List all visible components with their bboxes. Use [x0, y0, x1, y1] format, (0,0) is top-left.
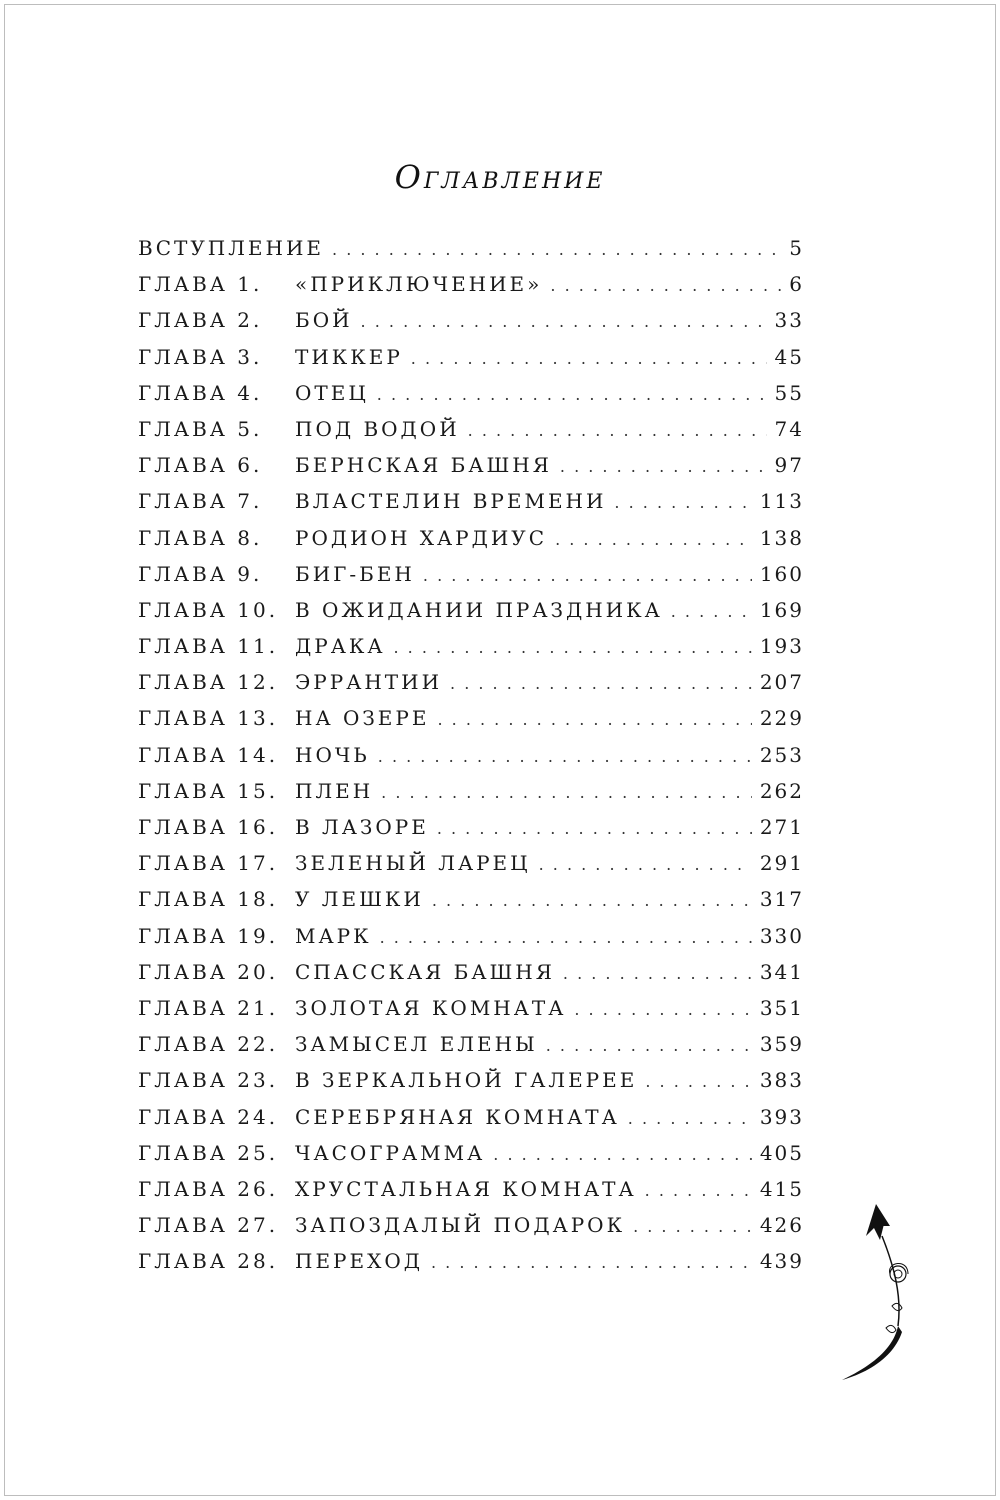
- toc-chapter-number: ГЛАВА 22.: [138, 1032, 279, 1057]
- toc-chapter-title: БЕРНСКАЯ БАШНЯ: [295, 453, 552, 478]
- toc-chapter-title: ПЕРЕХОД: [295, 1249, 423, 1274]
- toc-row-chapter[interactable]: [138, 628, 804, 664]
- toc-page-number: 291: [759, 851, 804, 876]
- toc-chapter-number: ГЛАВА 26.: [138, 1176, 279, 1201]
- toc-chapter-number: ГЛАВА 12.: [138, 670, 279, 695]
- toc-chapter-number: ГЛАВА 7.: [138, 489, 263, 514]
- toc-chapter-title: В ЛАЗОРЕ: [295, 815, 429, 839]
- toc-page-number: 253: [759, 742, 804, 767]
- toc-row-chapter[interactable]: [138, 1062, 804, 1098]
- toc-page-number: 33: [774, 308, 804, 333]
- toc-chapter-number: ГЛАВА 11.: [138, 634, 279, 659]
- toc-page-number: 439: [759, 1249, 804, 1274]
- toc-chapter-number: ГЛАВА 13.: [138, 706, 279, 731]
- toc-chapter-title: СПАССКАЯ БАШНЯ: [295, 959, 555, 984]
- chapter-list: [138, 266, 804, 1279]
- toc-page-number: 74: [774, 416, 804, 441]
- toc-chapter-title: ЗОЛОТАЯ КОМНАТА: [295, 995, 567, 1020]
- toc-page-number: 426: [759, 1213, 804, 1238]
- toc-page-number: 193: [759, 634, 804, 659]
- toc-chapter-title: НОЧЬ: [295, 742, 370, 767]
- toc-chapter-number: ГЛАВА 3.: [138, 344, 263, 369]
- toc-chapter-title: ПЛЕН: [295, 778, 374, 803]
- toc-leader-dots: [555, 522, 752, 558]
- toc-chapter-title: БОЙ: [295, 308, 353, 333]
- clock-hand-ornament-icon: [836, 1196, 926, 1386]
- toc-row-chapter[interactable]: [138, 773, 804, 809]
- toc-leader-dots: [539, 847, 752, 883]
- toc-row-chapter[interactable]: [138, 483, 804, 519]
- toc-row-chapter[interactable]: [138, 556, 804, 592]
- toc-row-chapter[interactable]: [138, 954, 804, 990]
- toc-page-number: 55: [774, 380, 804, 405]
- toc-leader-dots: [378, 739, 752, 775]
- toc-chapter-title: НА ОЗЕРЕ: [295, 706, 430, 731]
- toc-page-number: 393: [759, 1104, 804, 1129]
- toc-leader-dots: [437, 811, 752, 847]
- toc-leader-dots: [671, 594, 752, 630]
- toc-row-chapter[interactable]: [138, 664, 804, 700]
- toc-row-chapter[interactable]: [138, 990, 804, 1026]
- toc-row-chapter[interactable]: [138, 809, 804, 845]
- toc-leader-dots: [550, 268, 781, 304]
- toc-leader-dots: [468, 413, 767, 449]
- toc-row-chapter[interactable]: [138, 592, 804, 628]
- toc-leader-dots: [361, 304, 767, 340]
- toc-chapter-number: ГЛАВА 17.: [138, 851, 279, 876]
- toc-row-chapter[interactable]: [138, 1171, 804, 1207]
- toc-row-chapter[interactable]: [138, 266, 804, 302]
- toc-leader-dots: [560, 449, 767, 485]
- toc-chapter-number: ГЛАВА 9.: [138, 561, 263, 586]
- toc-chapter-number: ГЛАВА 27.: [138, 1213, 279, 1238]
- toc-chapter-number: ГЛАВА 24.: [138, 1104, 279, 1129]
- toc-chapter-title: ДРАКА: [295, 634, 386, 659]
- toc-chapter-number: ГЛАВА 16.: [138, 815, 279, 839]
- toc-leader-dots: [411, 341, 767, 377]
- toc-chapter-number: ГЛАВА 21.: [138, 995, 279, 1020]
- toc-chapter-title: «ПРИКЛЮЧЕНИЕ»: [295, 272, 543, 297]
- toc-row-chapter[interactable]: [138, 302, 804, 338]
- toc-page-number: 138: [759, 525, 804, 550]
- toc-leader-dots: [614, 485, 751, 521]
- toc-leader-dots: [381, 775, 752, 811]
- toc-chapter-number: ГЛАВА 14.: [138, 742, 279, 767]
- toc-row-chapter[interactable]: [138, 520, 804, 556]
- toc-chapter-number: ГЛАВА 6.: [138, 453, 263, 478]
- toc-chapter-title: ПОД ВОДОЙ: [295, 416, 460, 441]
- toc-chapter-title: ВЛАСТЕЛИН ВРЕМЕНИ: [295, 489, 607, 514]
- toc-row-chapter[interactable]: [138, 845, 804, 881]
- toc-row-chapter[interactable]: [138, 700, 804, 736]
- toc-row-chapter[interactable]: [138, 737, 804, 773]
- toc-page-number: 330: [759, 923, 804, 948]
- toc-leader-dots: [628, 1101, 752, 1137]
- toc-chapter-title: МАРК: [295, 923, 372, 948]
- toc-page-number: 262: [759, 778, 804, 803]
- toc-chapter-title: В ЗЕРКАЛЬНОЙ ГАЛЕРЕЕ: [295, 1068, 638, 1093]
- toc-leader-dots: [431, 1245, 752, 1281]
- toc-chapter-number: ГЛАВА 25.: [138, 1140, 279, 1165]
- toc-row-chapter[interactable]: [138, 881, 804, 917]
- toc-leader-dots: [574, 992, 751, 1028]
- toc-chapter-number: ГЛАВА 4.: [138, 380, 263, 405]
- toc-page-number: 169: [759, 597, 804, 622]
- toc-leader-dots: [432, 883, 752, 919]
- toc-page-number: 359: [759, 1032, 804, 1057]
- toc-chapter-title: ЧАСОГРАММА: [295, 1140, 486, 1165]
- toc-page-number: 405: [759, 1140, 804, 1165]
- toc-chapter-number: ГЛАВА 5.: [138, 416, 263, 441]
- toc-row-chapter[interactable]: [138, 447, 804, 483]
- toc-chapter-number: ГЛАВА 19.: [138, 923, 279, 948]
- toc-chapter-number: ГЛАВА 1.: [138, 272, 263, 297]
- toc-page-number: 383: [759, 1068, 804, 1093]
- toc-chapter-title: ЗЕЛЕНЫЙ ЛАРЕЦ: [295, 851, 531, 876]
- toc-chapter-number: ГЛАВА 15.: [138, 778, 279, 803]
- toc-chapter-title: ХРУСТАЛЬНАЯ КОМНАТА: [295, 1176, 637, 1201]
- toc-page-number: 160: [759, 561, 804, 586]
- toc-chapter-title: ЗАПОЗДАЛЫЙ ПОДАРОК: [295, 1213, 626, 1238]
- toc-leader-dots: [332, 232, 781, 268]
- toc-page-number: 351: [759, 995, 804, 1020]
- page-title: Оглавление: [394, 158, 606, 196]
- toc-leader-dots: [645, 1173, 752, 1209]
- toc-chapter-number: ГЛАВА 2.: [138, 308, 263, 333]
- toc-row-chapter[interactable]: [138, 1026, 804, 1062]
- toc-leader-dots: [633, 1209, 752, 1245]
- toc-leader-dots: [563, 956, 752, 992]
- toc-leader-dots: [546, 1028, 752, 1064]
- toc-chapter-title: БИГ-БЕН: [295, 561, 415, 586]
- toc-chapter-title: СЕРЕБРЯНАЯ КОМНАТА: [295, 1104, 620, 1129]
- toc-page-number: 341: [759, 959, 804, 984]
- toc-page-number: 113: [759, 489, 804, 514]
- toc-chapter-title: В ОЖИДАНИИ ПРАЗДНИКА: [295, 597, 663, 622]
- toc-chapter-number: ГЛАВА 20.: [138, 959, 279, 984]
- toc-row-chapter[interactable]: [138, 375, 804, 411]
- toc-page-number: 229: [759, 706, 804, 731]
- toc-page-number: 5: [789, 236, 804, 260]
- toc-row-intro[interactable]: [138, 230, 804, 266]
- toc-row-chapter[interactable]: [138, 1243, 804, 1279]
- table-of-contents: [138, 230, 804, 1279]
- toc-chapter-number: ГЛАВА 10.: [138, 597, 279, 622]
- toc-page-number: 415: [759, 1176, 804, 1201]
- toc-page-number: 317: [759, 887, 804, 912]
- toc-leader-dots: [377, 377, 767, 413]
- toc-page-number: 6: [789, 272, 804, 297]
- toc-page-number: 97: [774, 453, 804, 478]
- toc-leader-dots: [423, 558, 752, 594]
- toc-chapter-number: ГЛАВА 8.: [138, 525, 263, 550]
- toc-page-number: 271: [759, 815, 804, 839]
- toc-row-chapter[interactable]: [138, 1099, 804, 1135]
- toc-row-chapter[interactable]: [138, 1207, 804, 1243]
- toc-intro-label: ВСТУПЛЕНИЕ: [138, 236, 325, 260]
- toc-row-chapter[interactable]: [138, 339, 804, 375]
- toc-chapter-number: ГЛАВА 28.: [138, 1249, 279, 1274]
- toc-chapter-number: ГЛАВА 23.: [138, 1068, 279, 1093]
- toc-chapter-title: ТИККЕР: [295, 344, 403, 369]
- toc-chapter-title: У ЛЕШКИ: [295, 887, 424, 912]
- toc-row-chapter[interactable]: [138, 918, 804, 954]
- toc-page-number: 45: [774, 344, 804, 369]
- toc-leader-dots: [380, 920, 752, 956]
- toc-chapter-title: ЭРРАНТИИ: [295, 670, 443, 695]
- toc-page-number: 207: [759, 670, 804, 695]
- toc-leader-dots: [645, 1064, 751, 1100]
- toc-leader-dots: [450, 666, 752, 702]
- toc-leader-dots: [394, 630, 752, 666]
- toc-chapter-title: ЗАМЫСЕЛ ЕЛЕНЫ: [295, 1032, 538, 1057]
- toc-leader-dots: [493, 1137, 752, 1173]
- toc-row-chapter[interactable]: [138, 411, 804, 447]
- toc-row-chapter[interactable]: [138, 1135, 804, 1171]
- toc-leader-dots: [437, 702, 751, 738]
- toc-chapter-title: РОДИОН ХАРДИУС: [295, 525, 548, 550]
- toc-chapter-title: ОТЕЦ: [295, 380, 369, 405]
- toc-chapter-number: ГЛАВА 18.: [138, 887, 279, 912]
